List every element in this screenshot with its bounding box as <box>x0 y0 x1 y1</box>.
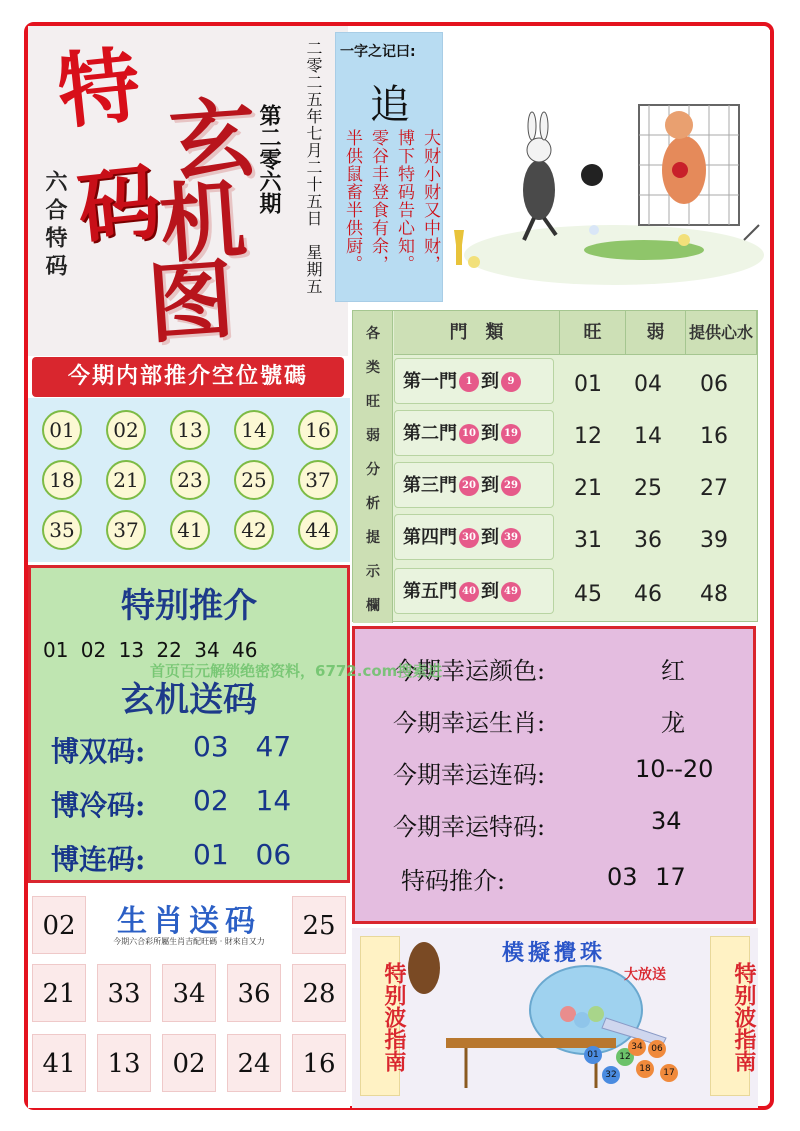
issue-number: 第二零六期 <box>256 104 282 214</box>
side-char: 提 <box>366 530 380 546</box>
blank-number-ball: 44 <box>298 510 338 550</box>
lucky-value: 红 <box>661 657 685 685</box>
wave-side-text: 特别波指南 <box>731 962 757 1072</box>
watermark-text: 首页百元解锁绝密资料，6772.com搜索进 <box>150 662 443 680</box>
gate-to-ball: 39 <box>501 528 521 548</box>
special-numbers: 01 02 13 22 34 46 <box>43 638 258 662</box>
gate-value: 45 <box>574 582 602 607</box>
header-category: 門 類 <box>394 311 560 355</box>
zodiac-cell: 33 <box>97 964 151 1022</box>
special-row-label: 博冷码: <box>51 789 146 822</box>
gate-row-label <box>394 568 554 614</box>
title-char-te: 特 <box>53 36 145 142</box>
poem-col-1: 大财小财又中财， <box>420 129 440 273</box>
gate-dao: 到 <box>481 581 499 602</box>
lucky-label: 今期幸运连码: <box>393 761 546 789</box>
word-label: 一字之记曰: <box>340 44 416 60</box>
blank-number-ball: 41 <box>170 510 210 550</box>
lucky-value: 03 17 <box>607 863 686 891</box>
zodiac-banner <box>90 896 288 954</box>
gate-dao: 到 <box>481 423 499 444</box>
zodiac-cell: 41 <box>32 1034 86 1092</box>
side-char: 析 <box>366 496 380 512</box>
draw-ball: 17 <box>660 1064 678 1082</box>
wave-guide-panel <box>352 928 758 1108</box>
gate-value: 25 <box>634 476 662 501</box>
gate-value: 48 <box>700 582 728 607</box>
blank-number-ball: 02 <box>106 410 146 450</box>
wave-side-text: 特别波指南 <box>381 962 407 1072</box>
poem-col-4: 半供鼠畜半供厨。 <box>342 129 362 273</box>
side-char: 欄 <box>366 598 380 614</box>
draw-ball: 18 <box>636 1060 654 1078</box>
special-title: 特别推介 <box>121 586 257 626</box>
side-char: 弱 <box>366 428 380 444</box>
gate-value: 27 <box>700 476 728 501</box>
gate-from-ball: 1 <box>459 372 479 392</box>
gate-value: 16 <box>700 424 728 449</box>
gate-value: 04 <box>634 372 662 397</box>
zodiac-cell: 25 <box>292 896 346 954</box>
gate-row-label <box>394 410 554 456</box>
title-char-tu: 图 <box>144 249 238 356</box>
header-tips: 提供心水 <box>686 311 757 355</box>
gate-name: 第二門 <box>403 423 457 444</box>
gate-to-ball: 9 <box>501 372 521 392</box>
blank-number-ball: 35 <box>42 510 82 550</box>
zodiac-cell: 34 <box>162 964 216 1022</box>
blank-numbers-grid <box>28 398 350 562</box>
simulation-title: 模擬攪珠 <box>502 940 607 966</box>
rabbit-football-icon <box>444 30 770 305</box>
gate-to-ball: 49 <box>501 582 521 602</box>
gate-from-ball: 40 <box>459 582 479 602</box>
issue-date: 二零二五年七月二十五日 星期五 <box>304 40 323 295</box>
gate-from-ball: 10 <box>459 424 479 444</box>
blank-number-ball: 13 <box>170 410 210 450</box>
side-char: 旺 <box>366 394 380 410</box>
simulation-subtitle: 大放送 <box>624 967 666 983</box>
zodiac-cell: 36 <box>227 964 281 1022</box>
lucky-label: 今期幸运生肖: <box>393 709 546 737</box>
gate-from-ball: 30 <box>459 528 479 548</box>
gate-value: 36 <box>634 528 662 553</box>
gate-value: 46 <box>634 582 662 607</box>
lucky-label: 今期幸运颜色: <box>393 657 546 685</box>
title-char-ji: 机 <box>156 169 250 276</box>
wave-side-right <box>710 936 757 1096</box>
side-char: 各 <box>366 326 380 342</box>
subtitle-liuhe: 六合特码 <box>42 170 68 282</box>
zodiac-cell: 13 <box>97 1034 151 1092</box>
lucky-label: 今期幸运特码: <box>393 813 546 841</box>
lucky-label: 特码推介: <box>401 867 506 895</box>
zodiac-cell: 02 <box>162 1034 216 1092</box>
zodiac-cell: 02 <box>32 896 86 954</box>
gate-name: 第三門 <box>403 475 457 496</box>
special-subtitle: 玄机送码 <box>121 680 257 720</box>
side-char: 分 <box>366 462 380 478</box>
word-char: 追 <box>370 82 410 128</box>
draw-ball: 34 <box>628 1038 646 1056</box>
gate-name: 第一門 <box>403 371 457 392</box>
gate-value: 12 <box>574 424 602 449</box>
zodiac-cell: 28 <box>292 964 346 1022</box>
blank-number-ball: 37 <box>106 510 146 550</box>
gate-to-ball: 29 <box>501 476 521 496</box>
gate-value: 01 <box>574 372 602 397</box>
gates-side-label <box>353 311 393 623</box>
gate-row-label <box>394 358 554 404</box>
gate-dao: 到 <box>481 475 499 496</box>
special-row-label: 博双码: <box>51 735 146 768</box>
blank-number-ball: 25 <box>234 460 274 500</box>
draw-ball: 01 <box>584 1046 602 1064</box>
gate-value: 31 <box>574 528 602 553</box>
zodiac-subtitle: 今期六合彩所屬生肖吉配旺碼 · 財來自又力 <box>113 937 265 946</box>
gate-row-label <box>394 514 554 560</box>
zodiac-cell: 16 <box>292 1034 346 1092</box>
side-char: 示 <box>366 564 380 580</box>
poem-col-3: 零谷丰登食有余， <box>368 129 388 273</box>
blank-number-ball: 21 <box>106 460 146 500</box>
header-strong: 旺 <box>560 311 626 355</box>
gate-dao: 到 <box>481 371 499 392</box>
wave-side-left <box>360 936 407 1096</box>
blank-number-ball: 16 <box>298 410 338 450</box>
gate-name: 第四門 <box>403 527 457 548</box>
blank-number-ball: 23 <box>170 460 210 500</box>
cartoon-illustration <box>444 30 770 305</box>
zodiac-cell: 24 <box>227 1034 281 1092</box>
blank-number-ball: 18 <box>42 460 82 500</box>
header-weak: 弱 <box>626 311 686 355</box>
gate-to-ball: 19 <box>501 424 521 444</box>
blank-number-ball: 14 <box>234 410 274 450</box>
gate-dao: 到 <box>481 527 499 548</box>
poem-col-2: 博下特码告心知。 <box>394 129 414 273</box>
special-recommend-panel <box>28 565 350 883</box>
side-char: 类 <box>366 360 380 376</box>
gate-name: 第五門 <box>403 581 457 602</box>
draw-ball: 06 <box>648 1040 666 1058</box>
draw-ball: 32 <box>602 1066 620 1084</box>
lucky-value: 龙 <box>661 709 685 737</box>
gate-from-ball: 20 <box>459 476 479 496</box>
title-char-xuan: 玄 <box>166 87 260 194</box>
lucky-value: 10--20 <box>635 755 714 783</box>
special-row-value: 03 47 <box>193 730 292 763</box>
blank-numbers-title: 今期内部推介空位號碼 <box>67 364 308 389</box>
special-row-label: 博连码: <box>51 843 146 876</box>
special-row-value: 02 14 <box>193 784 292 817</box>
gate-value: 39 <box>700 528 728 553</box>
blank-number-ball: 42 <box>234 510 274 550</box>
gate-row-label <box>394 462 554 508</box>
zodiac-cell: 21 <box>32 964 86 1022</box>
title-char-ma: 码 <box>73 153 165 259</box>
lucky-value: 34 <box>651 807 682 835</box>
special-row-value: 01 06 <box>193 838 292 871</box>
gate-value: 21 <box>574 476 602 501</box>
blank-number-ball: 01 <box>42 410 82 450</box>
draw-ball: 12 <box>616 1048 634 1066</box>
zodiac-title: 生肖送码 <box>117 904 261 939</box>
gate-value: 14 <box>634 424 662 449</box>
blank-numbers-header <box>32 357 344 397</box>
blank-number-ball: 37 <box>298 460 338 500</box>
word-panel <box>335 32 443 302</box>
gate-value: 06 <box>700 372 728 397</box>
